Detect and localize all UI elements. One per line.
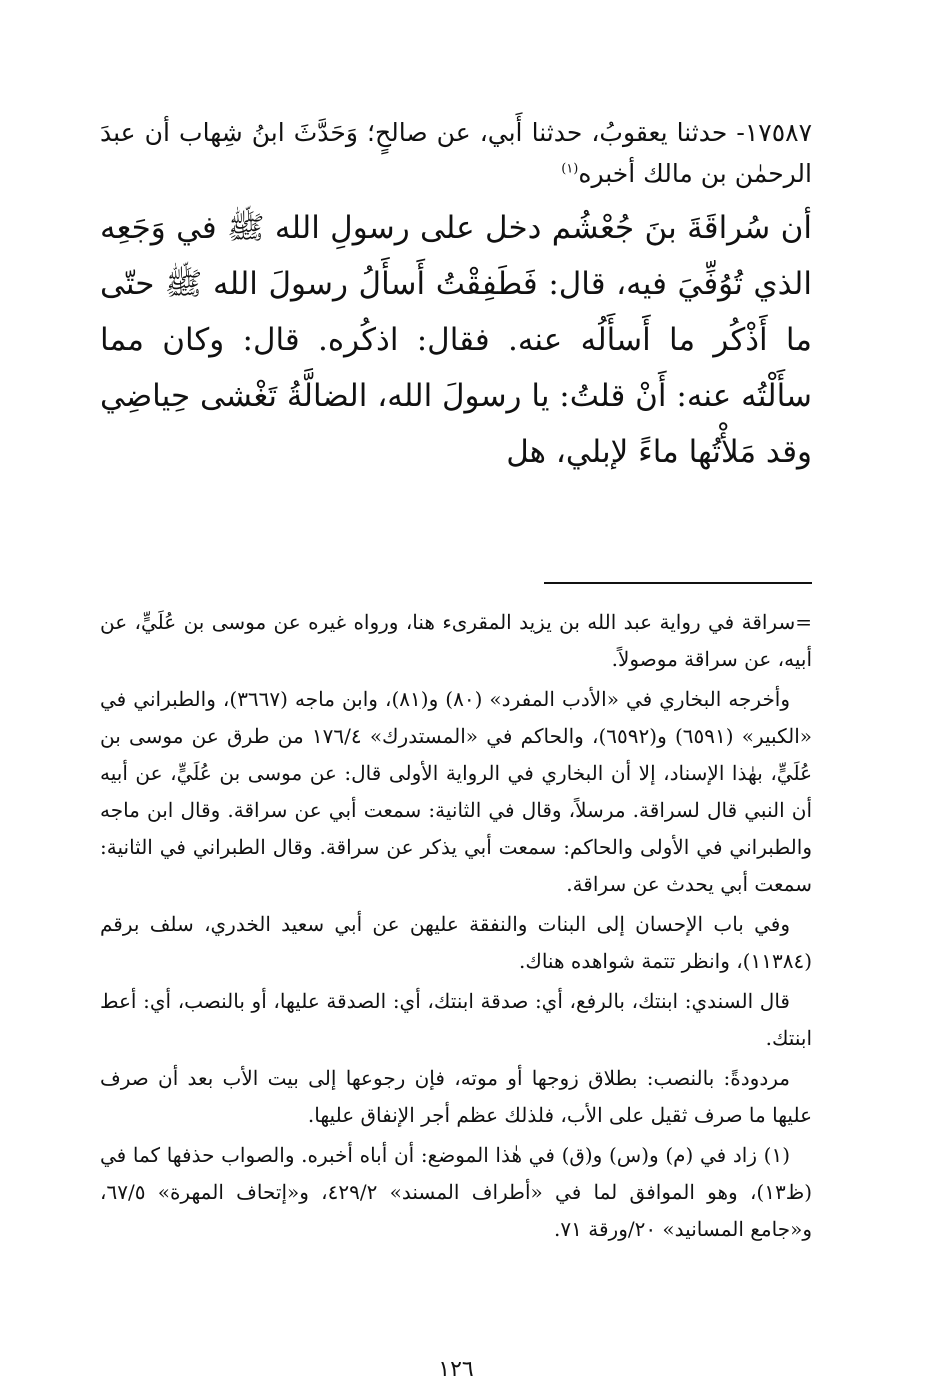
footnote-marker: (١) xyxy=(561,161,579,177)
footnote-paragraph: وفي باب الإحسان إلى البنات والنفقة عليهن عن أبي سعيد الخدري، سلف برقم (١١٣٨٤)، وانظر تتمة شواهده هناك. xyxy=(100,912,812,973)
page-body xyxy=(100,112,813,1382)
footnote-paragraph: مردودةً: بالنصب: بطلاق زوجها أو موته، فإن رجوعها إلى بيت الأب بعد أن صرف عليها ما صرف ثقيل على الأب، فلذلك عظم أجر الإنفاق عليها. xyxy=(100,1066,812,1127)
footnote-paragraph: وأخرجه البخاري في «الأدب المفرد» (٨٠) و(٨١)، وابن ماجه (٣٦٦٧)، والطبراني في «الكبير» (٦٥٩١) و(٦٥٩٢)، والحاكم في «المستدرك» ١٧٦/٤ من طرق عن موسى بن عُلَيٍّ، بهٰذا الإسناد، إلا أن البخاري في الرواية الأولى قال: عن موسى بن عُلَيٍّ، عن أبيه أن النبي قال لسراقة. مرسلاً، وقال في الثانية: سمعت أبي عن سراقة. وقال ابن ماجه والطبراني في الأولى والحاكم: سمعت أبي يذكر عن سراقة. وقال الطبراني في الثانية: سمعت أبي يحدث عن سراقة. xyxy=(100,687,813,896)
page-number: ١٢٦ xyxy=(438,1357,474,1382)
hadith-matn: أن سُراقَةَ بنَ جُعْشُم دخل على رسولِ الله ﷺ في وَجَعِه الذي تُوُفِّيَ فيه، قال: فَطَفِقْتُ أَسأَلُ رسولَ الله ﷺ حتّى ما أَذْكُر ما أَسأَلُه عنه. فقال: اذكُره. قال: وكان مما سأَلْتُه عنه: أَنْ قلتُ: يا رسولَ الله، الضالَّةُ تَغْشى حِياضِي وقد مَلأْتُها ماءً لإبلي، هل xyxy=(100,210,812,470)
isnad-text: ١٧٥٨٧- حدثنا يعقوبُ، حدثنا أَبي، عن صالحٍ؛ وَحَدَّثَ ابنُ شِهاب أن عبدَ الرحمٰن بن مالك أخبره xyxy=(100,118,812,188)
footnote-paragraph: قال السندي: ابنتك، بالرفع، أي: صدقة ابنتك، أي: الصدقة عليها، أو بالنصب، أي: أعط ابنتك. xyxy=(100,989,812,1050)
footnotes-section xyxy=(100,604,812,1251)
footnote-separator xyxy=(544,582,812,584)
footnote-paragraph: =سراقة في رواية عبد الله بن يزيد المقرىء هنا، ورواه غيره عن موسى بن عُلَيٍّ، عن أبيه، عن سراقة موصولاً. xyxy=(100,610,812,671)
hadith-isnad xyxy=(100,112,812,194)
footnote-paragraph: (١) زاد في (م) و(س) و(ق) في هٰذا الموضع: أن أباه أخبره. والصواب حذفها كما في (ظ١٣)، وهو الموافق لما في «أطراف المسند» ٤٢٩/٢، و«إتحاف المهرة» ٦٧/٥، و«جامع المسانيد» ٢٠/ورقة ٧١. xyxy=(100,1143,813,1241)
